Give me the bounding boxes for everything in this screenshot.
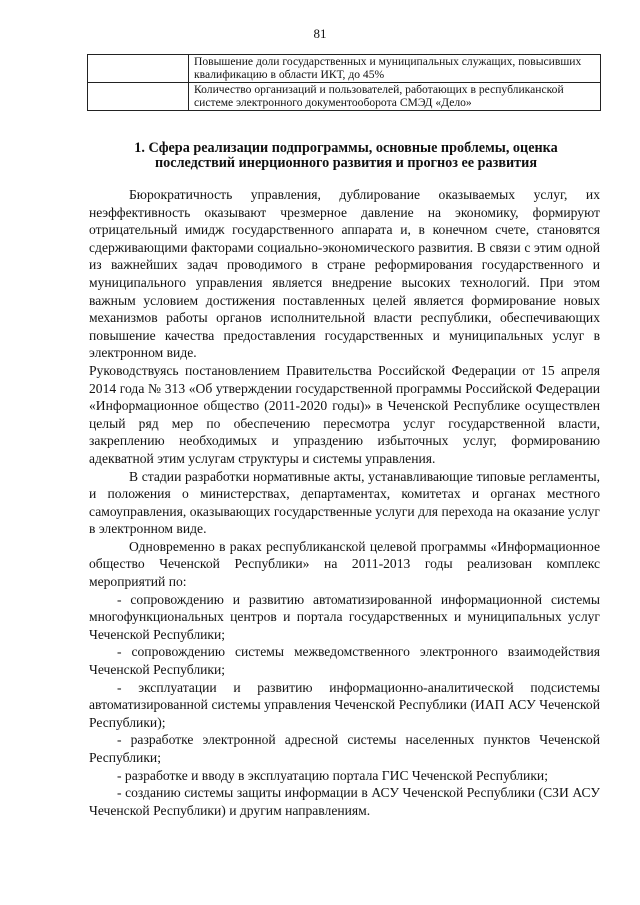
table-row <box>88 55 601 83</box>
list-item: - эксплуатации и развитию информационно-аналитической подсистемы автоматизированной системы управления Чеченской Республики (ИАП АСУ Чеченской Республики); <box>89 679 600 730</box>
paragraph: Одновременно в раках республиканской целевой программы «Информационное общество Чеченской Республики» на 2011-2013 годы реализован комплекс мероприятий по: <box>89 538 600 590</box>
list-item: - сопровождению и развитию автоматизированной информационной системы многофункциональных центров и портала государственных и муниципальных услуг Чеченской Республики; <box>89 591 600 642</box>
body-text <box>89 186 600 819</box>
list-item: - сопровождению системы межведомственного электронного взаимодействия Чеченской Республики; <box>89 644 600 678</box>
section-title: 1. Сфера реализации подпрограммы, основные проблемы, оценка последствий инерционного развития и прогноз ее развития <box>134 140 558 171</box>
table-cell-empty <box>88 83 189 111</box>
paragraph: Руководствуясь постановлением Правительства Российской Федерации от 15 апреля 2014 года № 313 «Об утверждении государственной программы Российской Федерации «Информационное общество (2011-2020 годы)» в Чеченской Республике осуществлен целый ряд мер по обеспечению пересмотра услуг государственной власти, закреплению необходимых и упраздению избыточных услуг, формированию адекватной этим услугам структуры и системы управления. <box>89 362 600 466</box>
list-item: - разработке и вводу в эксплуатацию портала ГИС Чеченской Республики; <box>117 767 548 783</box>
table-cell-empty <box>88 55 189 83</box>
table-cell-indicator: Повышение доли государственных и муниципальных служащих, повысивших квалификацию в области ИКТ, до 45% <box>189 55 601 83</box>
paragraph: Бюрократичность управления, дублирование оказываемых услуг, их неэффективность оказывают чрезмерное давление на экономику, формируют отрицательный имидж государственного аппарата и, в конечном счете, становятся сдерживающими факторами социально-экономического развития. В связи с этим одной из важнейших задач проводимого в стране реформирования государственного и муниципального управления является внедрение высоких технологий. При этом важным условием достижения поставленных целей является формирование новых механизмов работы органов исполнительной власти республики, обеспечивающих повышение качества предоставления государственных и муниципальных услуг в электронном виде. <box>89 187 600 361</box>
list-item: - разработке электронной адресной системы населенных пунктов Чеченской Республики; <box>89 732 600 765</box>
paragraph: В стадии разработки нормативные акты, устанавливающие типовые регламенты, и положения о министерствах, департаментах, комитетах и органах местного самоуправления, оказывающих государственные услуги для перехода на оказание услуг в электронном виде. <box>89 468 600 537</box>
table-row <box>88 83 601 111</box>
indicators-table <box>87 54 601 111</box>
list-item: - созданию системы защиты информации в АСУ Чеченской Республики (СЗИ АСУ Чеченской Республики) и другим направлениям. <box>89 785 600 818</box>
page-number: 81 <box>313 26 327 41</box>
table-cell-indicator: Количество организаций и пользователей, работающих в республиканской системе электронного документооборота СМЭД «Дело» <box>189 83 601 111</box>
